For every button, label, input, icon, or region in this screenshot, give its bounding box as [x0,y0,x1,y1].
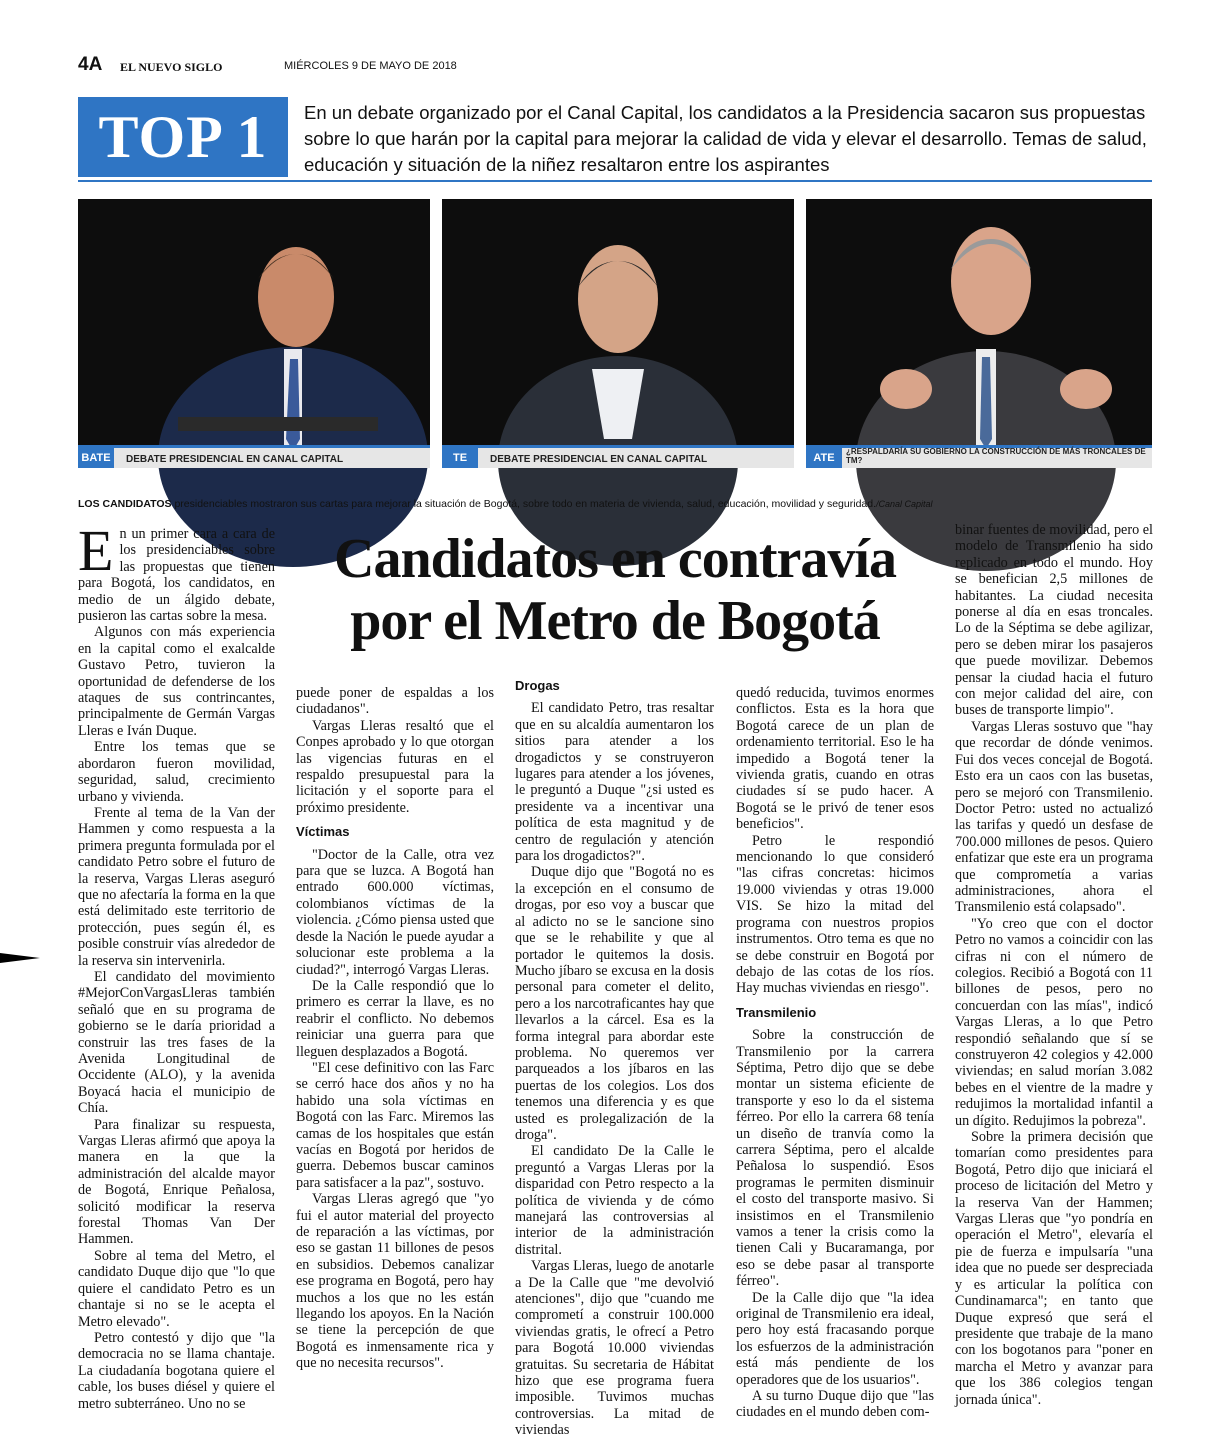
paragraph: Para finalizar su respuesta, Vargas Lleras afirmó que apoya la manera en la que la administración del alcalde mayor de Bogotá, Enrique Peñalosa, solicitó modificar la reserva forestal Thomas Van Der Hammen. [78,1116,275,1248]
subhead-drogas: Drogas [515,678,560,693]
lower-third-bar [78,445,430,484]
paragraph: puede poner de espaldas a los ciudadanos". [296,685,494,718]
paragraph: "El cese definitivo con las Farc se cerró hace dos años y no ha habido una sola víctimas en Bogotá con las Farc. Miremos las camas de los hospitales que están vacías en Bogotá por heridos de guerra. Debemos buscar caminos para satisfacer a la paz", sostuvo. [296,1059,494,1191]
paragraph: De la Calle respondió que lo primero es cerrar la llave, es no reabrir el conflicto. No debemos reiniciar una guerra para que lleguen desplazados a Bogotá. [296,977,494,1060]
paragraph: quedó reducida, tuvimos enormes conflictos. Esta es la hora que Bogotá carece de un plan de ordenamiento territorial. Eso le ha impedido a Bogotá tener la vivienda gratis, cuando en otras ciudades sí se pudo hacer. A Bogotá se le privó de tener esos beneficios". [736,685,934,833]
publication-name: EL NUEVO SIGLO [120,60,223,74]
scan-edge-mark [0,953,40,963]
paragraph: Duque dijo que "Bogotá no es la excepción en el consumo de drogas, por eso voy a buscar que al adicto no se le sancione sino que se le rehabilite y que al portador le quitemos la dosis. Mucho jíbaro se excusa en la dosis personal para cometer el delito, pero a los narcotraficantes hay que llevarlos a la cárcel. Esa es la forma integral para abordar este problema. No queremos ver parqueados a los jíbaros en las puertas de los colegios. Los dos tenemos una diferencia y es que usted es prolegalización de la droga". [515,864,714,1143]
headline: Candidatos en contravía por el Metro de Bogotá [334,528,896,652]
paragraph: El candidato Petro, tras resaltar que en su alcaldía aumentaron los sitios para atender a los drogadictos y se construyeron lugares para atender a los jóvenes, le preguntó a Duque "¿si usted es presidente va a incentivar una política de esta magnitud y de centro de regulación y atención para los drogadictos?". [515,700,714,865]
paragraph: Sobre al tema del Metro, el candidato Duque dijo que "lo que quiere el candidato Petro es un chantaje si no se le acepta el Metro elevado". [78,1247,275,1330]
paragraph: Petro le respondió mencionando lo que consideró "las cifras concretas: hicimos 19.000 viviendas y otras 19.000 VIS. Se hizo la mitad del programa con nuestros propios instrumentos. Otro tema es que no se debe construir en Bogotá por debajo de las cotas de los ríos. Hay muchas viviendas en riesgo". [736,832,934,997]
paragraph: Entre los temas que se abordaron fueron movilidad, seguridad, salud, crecimiento urbano y vivienda. [78,739,275,805]
paragraph: Sobre la primera decisión que tomarían como presidentes para Bogotá, Petro dijo que iniciará el proceso de licitación del Metro y la reserva Van der Hammen; Vargas Lleras que "yo pondría en operación el Metro", elevaría el pie de fuerza e impulsaría "una idea que no puede ser despreciada y es articular la política con Cundinamarca"; en tanto que Duque expresó que será el presidente que trabaje de la mano con los bogotanos para "poner en marcha el Metro y avanzar para que los 386 colegios tengan jornada única". [955,1129,1153,1408]
paragraph: Frente al tema de la Van der Hammen y como respuesta a la primera pregunta formulada por el candidato Petro sobre el futuro de la reserva, Vargas Lleras aseguró que no afectaría la forma en la que está delimitado este territorio de protección, pues según él, es posible construir vías alrededor de la reserva sin intervenirla. [78,804,275,969]
channel-logo: BATE CAPITAL [78,448,114,468]
section-tag: TOP 1 [78,97,288,177]
lead-paragraph: En un primer cara a cara de los presidenciables sobre las propuestas que tienen para Bogotá, los candidatos, en medio de un álgido debate, pusieron las cartas sobre la mesa. [78,518,275,625]
candidate-photo-1 [78,199,430,484]
paragraph: Vargas Lleras, luego de anotarle a De la Calle que "me devolvió atenciones", dijo que "cuando me comprometí a construir 100.000 viviendas gratis, le ofrecí a Petro para Bogotá 10.000 viviendas gratuitas. Su secretaria de Hábitat hizo que ese programa fuera imposible. Tuvimos muchas controversias. La mitad de viviendas [515,1258,714,1439]
issue-date: MIÉRCOLES 9 DE MAYO DE 2018 [284,60,457,72]
caption-lead: LOS CANDIDATOS [78,498,172,510]
drop-cap: E [78,518,114,583]
lower-third-bar [806,445,1152,484]
candidate-2-figure [442,199,794,448]
paragraph: Vargas Lleras resaltó que el Conpes aprobado y lo que otorgan las vigencias futuras en el respaldo presupuestal para la licitación y el soporte para el próximo presidente. [296,717,494,816]
lower-third-text: ¿RESPALDARÍA SU GOBIERNO LA CONSTRUCCIÓN DE MÁS TRONCALES DE TM? [846,447,1146,465]
page-number: 4A [78,54,103,75]
paragraph: "Doctor de la Calle, otra vez para que se luzca. A Bogotá han entrado 600.000 víctimas, colombianos víctimas de la violencia. ¿Cómo piensa usted que desde la Nación le puede ayudar a solucionar este problema a la ciudad?", interrogó Vargas Lleras. [296,846,494,978]
channel-logo: TE PITAL [442,448,478,468]
intro-summary: En un debate organizado por el Canal Capital, los candidatos a la Presidencia sacaron sus propuestas sobre lo que harán por la capital para mejorar la calidad de vida y elevar el desarrollo. Temas de salud, educación y situación de la niñez resaltaron entre los aspirantes [304,102,1147,175]
subhead-victimas: Víctimas [296,824,350,840]
lower-third-text: DEBATE PRESIDENCIAL EN CANAL CAPITAL [126,454,344,465]
candidate-1-figure [78,199,430,448]
paragraph: A su turno Duque dijo que "las ciudades en el mundo deben com- [736,1388,934,1421]
paragraph: De la Calle dijo que "la idea original de Transmilenio era ideal, pero hoy está fracasando porque los esfuerzos de la administración está más pendiente de los operadores que de los usuarios". [736,1289,934,1388]
paragraph: El candidato del movimiento #MejorConVargasLleras también señaló que en su programa de gobierno se le daría prioridad a construir las tres fases de la Avenida Longitudinal de Occidente (ALO), y la avenida Boyacá hacia el municipio de Chía. [78,968,275,1117]
paragraph: El candidato De la Calle le preguntó a Vargas Lleras por la disparidad con Petro respecto a la política de vivienda y de cómo manejará las controversias al interior de la administración distrital. [515,1143,714,1258]
paragraph: binar fuentes de movilidad, pero el modelo de Transmilenio ha sido replicado en todo el mundo. Hoy se benefician 2,5 millones de habitantes. La ciudad necesita ponerse al día en esas troncales. Lo de la Séptima se debe agilizar, pero se deben mirar los pasajeros que puede movilizar. Debemos pensar la ciudad hacia el futuro con mejor calidad del aire, con buses de transporte limpio". [955,522,1153,719]
paragraph: Vargas Lleras agregó que "yo fui el autor material del proyecto de reparación a las víctimas, por eso se gastan 11 billones de pesos en subsidios. Debemos canalizar ese programa en Bogotá, pero hay muchos a los que no les están llegando los apoyos. En la Nación se tiene la percepción de que Bogotá es inmensamente rica y que no necesita recursos". [296,1191,494,1372]
paragraph: Petro contestó y dijo que "la democracia no se llama chantaje. La ciudadanía bogotana quiere el cable, los buses diésel y quiere el metro subterráneo. Uno no se [78,1329,275,1412]
channel-logo: ATE APITAL [806,448,842,468]
subhead-transmilenio: Transmilenio [736,1004,817,1020]
paragraph: "Yo creo que con el doctor Petro no vamos a coincidir con las cifras ni con el número de colegios. Recibió a Bogotá con 11 billones de pesos, pero no concuerdan con las mías", indicó Vargas Lleras, a lo que Petro respondió señalando que sí se construyeron 42 colegios y 42.000 viviendas; en salud morían 3.082 bebes en el vientre de la madre y redujimos la mortalidad infantil a un dígito. Redujimos la pobreza". [955,915,1153,1129]
intro-divider [78,180,1152,182]
article-column-3 [515,678,714,1439]
article-column-5 [955,522,1153,1408]
candidate-photo-2 [442,199,794,484]
lower-third-text: DEBATE PRESIDENCIAL EN CANAL CAPITAL [490,454,708,465]
paragraph: Algunos con más experiencia en la capital como el exalcalde Gustavo Petro, tuvieron la oportunidad de defenderse de los ataques de sus contrincantes, principalmente de Germán Vargas Lleras e Iván Duque. [78,624,275,739]
candidate-3-figure [806,199,1152,448]
article-column-4 [736,685,934,1421]
masthead [78,54,1158,76]
photo-caption [78,498,1158,510]
caption-text: presidenciables mostraron sus cartas para mejorar la situación de Bogotá, sobre todo en materia de vivienda, salud, educación, movilidad y seguridad. [171,498,877,510]
paragraph: Vargas Lleras sostuvo que "hay que recordar de dónde venimos. Fui dos veces concejal de Bogotá. Esto era un caos con las busetas, pero se mejoró con Transmilenio. Doctor Petro: usted no actualizó las tarifas y quedó un desfase de 700.000 millones de pesos. Quiero enfatizar que este era un programa que comprometía a varias administraciones, ahora el Transmilenio está colapsado". [955,718,1153,916]
candidate-photo-3 [806,199,1152,484]
article-column-1 [78,518,275,1412]
paragraph: Sobre la construcción de Transmilenio por la carrera Séptima, Petro dijo que se debe montar un sistema eficiente de transporte y eso lo da el sistema férreo. Por ello la carrera 68 tenía un diseño de tranvía como la carrera Séptima, pero el alcalde Peñalosa lo suspendió. Esos programas le permiten disminuir el costo del transporte masivo. Si insistimos en el Transmilenio vamos a tener la crisis como la tienen Cali y Bucaramanga, por eso se debe pasar al transporte férreo". [736,1027,934,1290]
article-column-2 [296,685,494,1372]
photo-credit: /Canal Capital [876,499,933,509]
lower-third-bar [442,445,794,484]
